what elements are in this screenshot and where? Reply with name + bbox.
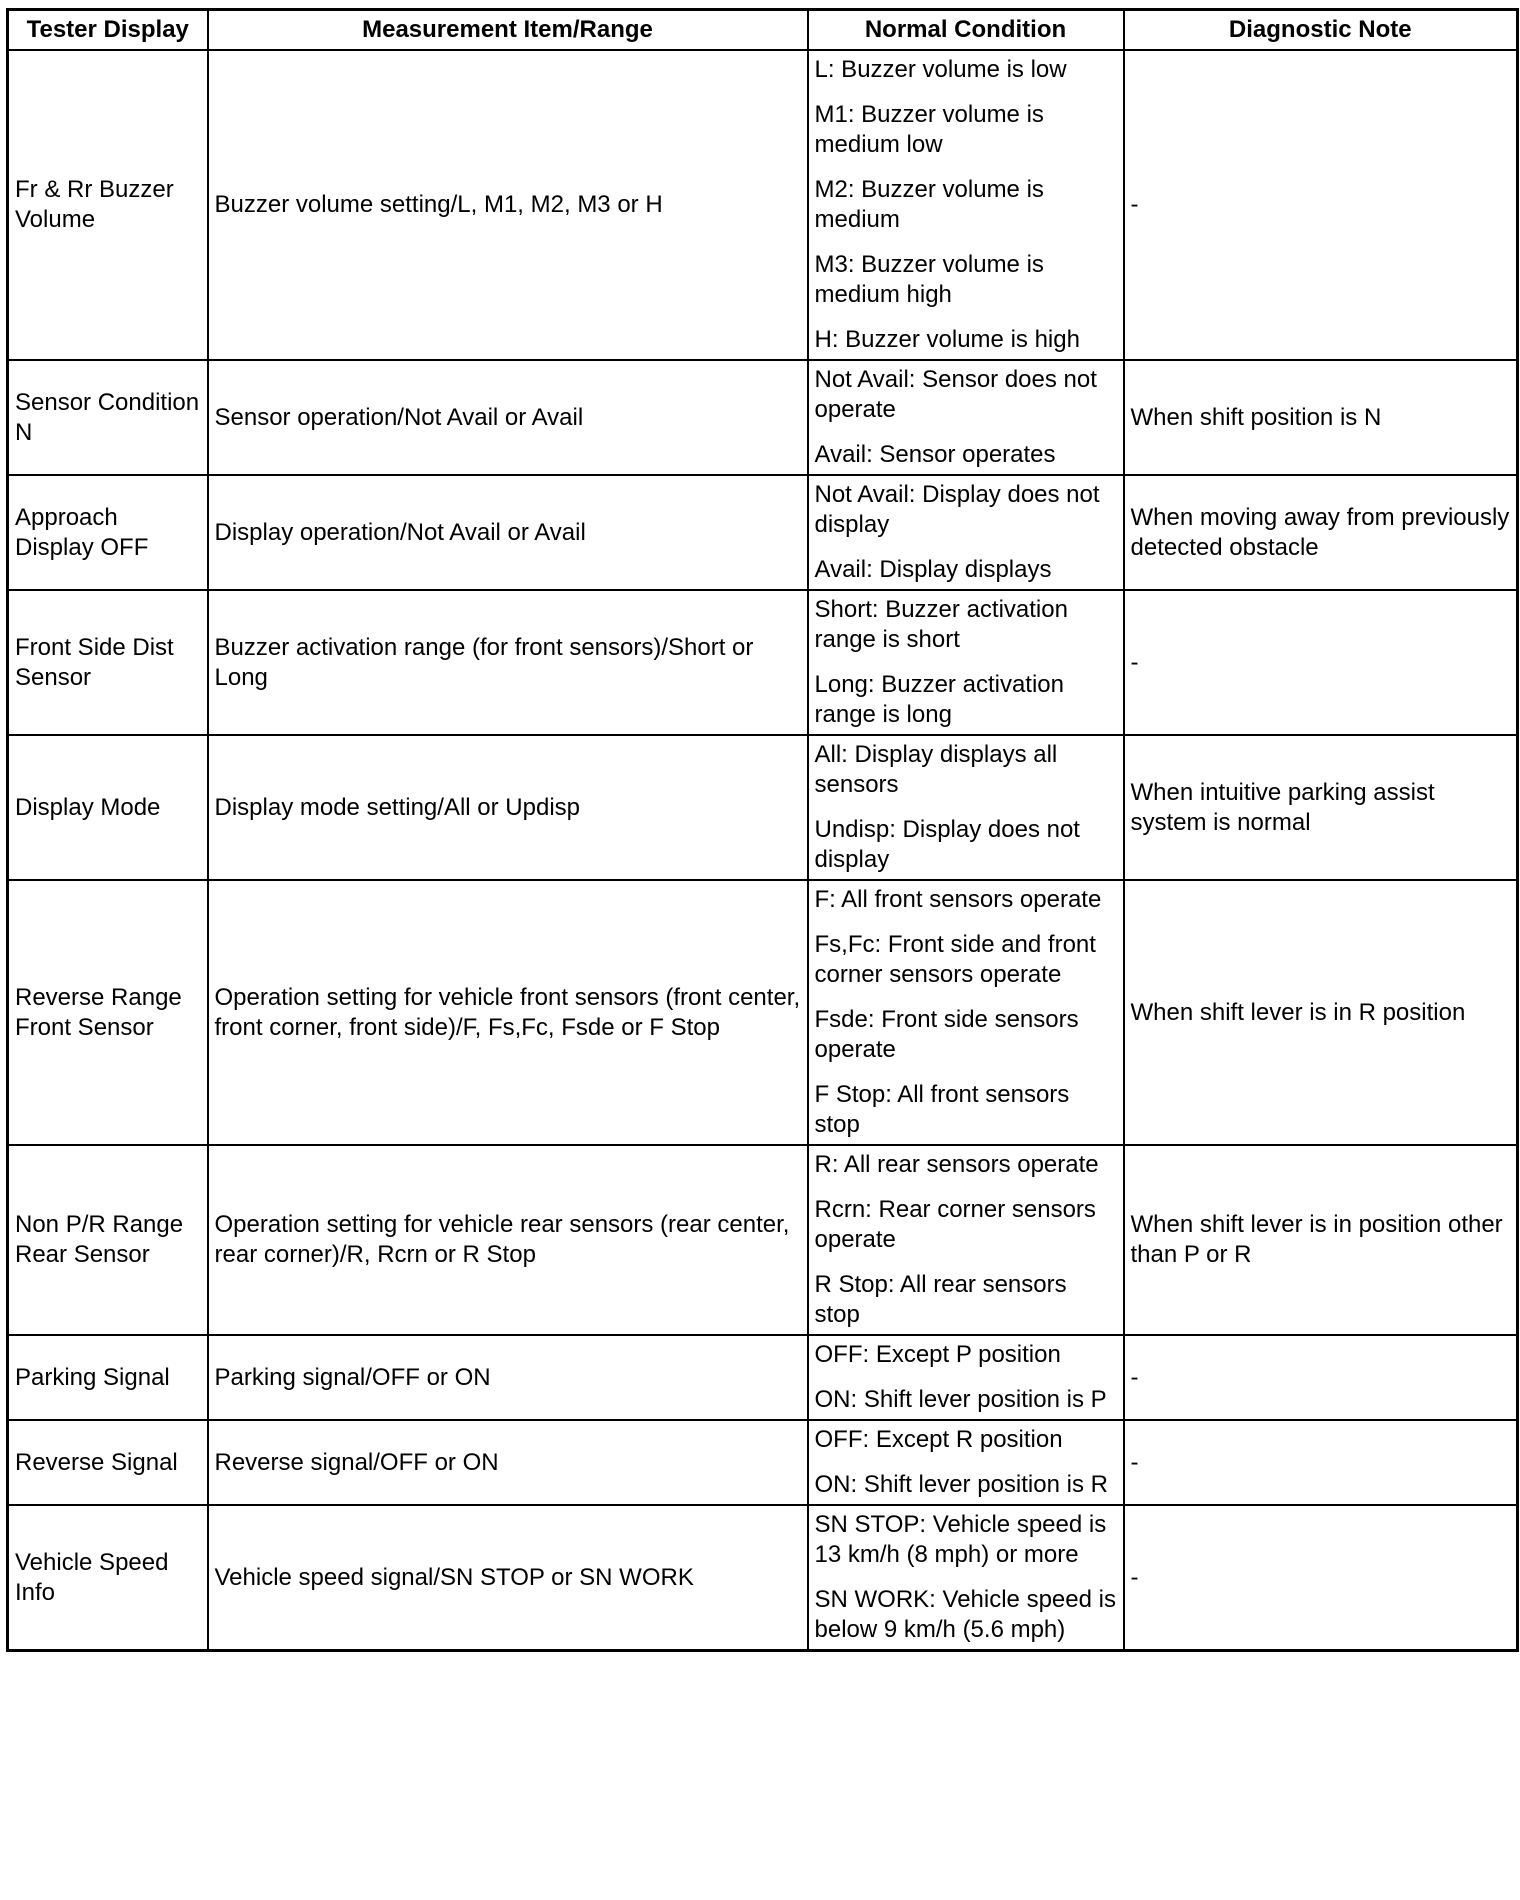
- condition-line: M1: Buzzer volume is medium low: [814, 101, 1044, 158]
- normal-condition-cell: [808, 360, 1124, 475]
- tester-display-cell: Reverse Range Front Sensor: [8, 880, 208, 1145]
- table-row: [8, 590, 1518, 735]
- condition-line: Not Avail: Display does not display: [814, 481, 1100, 538]
- normal-condition-cell: [808, 880, 1124, 1145]
- header-measurement-item: Measurement Item/Range: [208, 10, 808, 51]
- condition-line: M2: Buzzer volume is medium: [814, 176, 1044, 233]
- document-page: [6, 8, 1516, 1652]
- measurement-item-cell: Display mode setting/All or Updisp: [208, 735, 808, 880]
- condition-line: ON: Shift lever position is P: [814, 1386, 1107, 1413]
- diagnostic-note-cell: -: [1124, 50, 1518, 360]
- table-body: [8, 50, 1518, 1651]
- tester-display-cell: Sensor Condition N: [8, 360, 208, 475]
- normal-condition-cell: [808, 1335, 1124, 1420]
- diagnostic-note-cell: -: [1124, 590, 1518, 735]
- condition-line: L: Buzzer volume is low: [814, 56, 1067, 83]
- diagnostic-note-cell: -: [1124, 1505, 1518, 1651]
- diagnostic-note-cell: -: [1124, 1335, 1518, 1420]
- condition-line: Long: Buzzer activation range is long: [814, 671, 1064, 728]
- tester-display-cell: Parking Signal: [8, 1335, 208, 1420]
- diagnostic-note-cell: When moving away from previously detected obstacle: [1124, 475, 1518, 590]
- table-row: [8, 1420, 1518, 1505]
- measurement-item-cell: Parking signal/OFF or ON: [208, 1335, 808, 1420]
- condition-line: Short: Buzzer activation range is short: [814, 596, 1068, 653]
- condition-line: Fsde: Front side sensors operate: [814, 1006, 1079, 1063]
- tester-display-cell: Vehicle Speed Info: [8, 1505, 208, 1651]
- condition-line: R: All rear sensors operate: [814, 1151, 1099, 1178]
- tester-display-cell: Reverse Signal: [8, 1420, 208, 1505]
- condition-line: F Stop: All front sensors stop: [814, 1081, 1070, 1138]
- table-row: [8, 1505, 1518, 1651]
- measurement-item-cell: Reverse signal/OFF or ON: [208, 1420, 808, 1505]
- tester-display-cell: Display Mode: [8, 735, 208, 880]
- normal-condition-cell: [808, 1505, 1124, 1651]
- measurement-item-cell: Vehicle speed signal/SN STOP or SN WORK: [208, 1505, 808, 1651]
- table-row: [8, 735, 1518, 880]
- normal-condition-cell: [808, 590, 1124, 735]
- condition-line: M3: Buzzer volume is medium high: [814, 251, 1044, 308]
- table-header: [8, 10, 1518, 51]
- measurement-item-cell: Operation setting for vehicle rear sensors (rear center, rear corner)/R, Rcrn or R Stop: [208, 1145, 808, 1335]
- tester-display-cell: Approach Display OFF: [8, 475, 208, 590]
- condition-line: Fs,Fc: Front side and front corner sensors operate: [814, 931, 1096, 988]
- normal-condition-cell: [808, 475, 1124, 590]
- table-row: [8, 1335, 1518, 1420]
- condition-line: OFF: Except P position: [814, 1341, 1061, 1368]
- condition-line: F: All front sensors operate: [814, 886, 1102, 913]
- condition-line: R Stop: All rear sensors stop: [814, 1271, 1067, 1328]
- table-row: [8, 1145, 1518, 1335]
- condition-line: Undisp: Display does not display: [814, 816, 1080, 873]
- condition-line: SN STOP: Vehicle speed is 13 km/h (8 mph) or more: [814, 1511, 1107, 1568]
- condition-line: SN WORK: Vehicle speed is below 9 km/h (5.6 mph): [814, 1586, 1116, 1643]
- header-tester-display: Tester Display: [8, 10, 208, 51]
- table-row: [8, 360, 1518, 475]
- normal-condition-cell: [808, 1420, 1124, 1505]
- normal-condition-cell: [808, 1145, 1124, 1335]
- condition-line: Avail: Sensor operates: [814, 441, 1056, 468]
- condition-line: Rcrn: Rear corner sensors operate: [814, 1196, 1096, 1253]
- normal-condition-cell: [808, 50, 1124, 360]
- condition-line: OFF: Except R position: [814, 1426, 1063, 1453]
- tester-display-cell: Fr & Rr Buzzer Volume: [8, 50, 208, 360]
- table-row: [8, 880, 1518, 1145]
- normal-condition-cell: [808, 735, 1124, 880]
- measurement-item-cell: Buzzer activation range (for front sensors)/Short or Long: [208, 590, 808, 735]
- measurement-item-cell: Operation setting for vehicle front sensors (front center, front corner, front side)/F, Fs,Fc, Fsde or F Stop: [208, 880, 808, 1145]
- condition-line: All: Display displays all sensors: [814, 741, 1058, 798]
- data-list-table: [6, 8, 1519, 1652]
- table-row: [8, 50, 1518, 360]
- condition-line: ON: Shift lever position is R: [814, 1471, 1108, 1498]
- table-row: [8, 475, 1518, 590]
- header-normal-condition: Normal Condition: [808, 10, 1124, 51]
- diagnostic-note-cell: When shift position is N: [1124, 360, 1518, 475]
- measurement-item-cell: Display operation/Not Avail or Avail: [208, 475, 808, 590]
- diagnostic-note-cell: When intuitive parking assist system is normal: [1124, 735, 1518, 880]
- measurement-item-cell: Buzzer volume setting/L, M1, M2, M3 or H: [208, 50, 808, 360]
- tester-display-cell: Non P/R Range Rear Sensor: [8, 1145, 208, 1335]
- tester-display-cell: Front Side Dist Sensor: [8, 590, 208, 735]
- header-diagnostic-note: Diagnostic Note: [1124, 10, 1518, 51]
- diagnostic-note-cell: When shift lever is in R position: [1124, 880, 1518, 1145]
- diagnostic-note-cell: When shift lever is in position other than P or R: [1124, 1145, 1518, 1335]
- diagnostic-note-cell: -: [1124, 1420, 1518, 1505]
- condition-line: Avail: Display displays: [814, 556, 1052, 583]
- condition-line: H: Buzzer volume is high: [814, 326, 1080, 353]
- condition-line: Not Avail: Sensor does not operate: [814, 366, 1097, 423]
- measurement-item-cell: Sensor operation/Not Avail or Avail: [208, 360, 808, 475]
- header-row: [8, 10, 1518, 51]
